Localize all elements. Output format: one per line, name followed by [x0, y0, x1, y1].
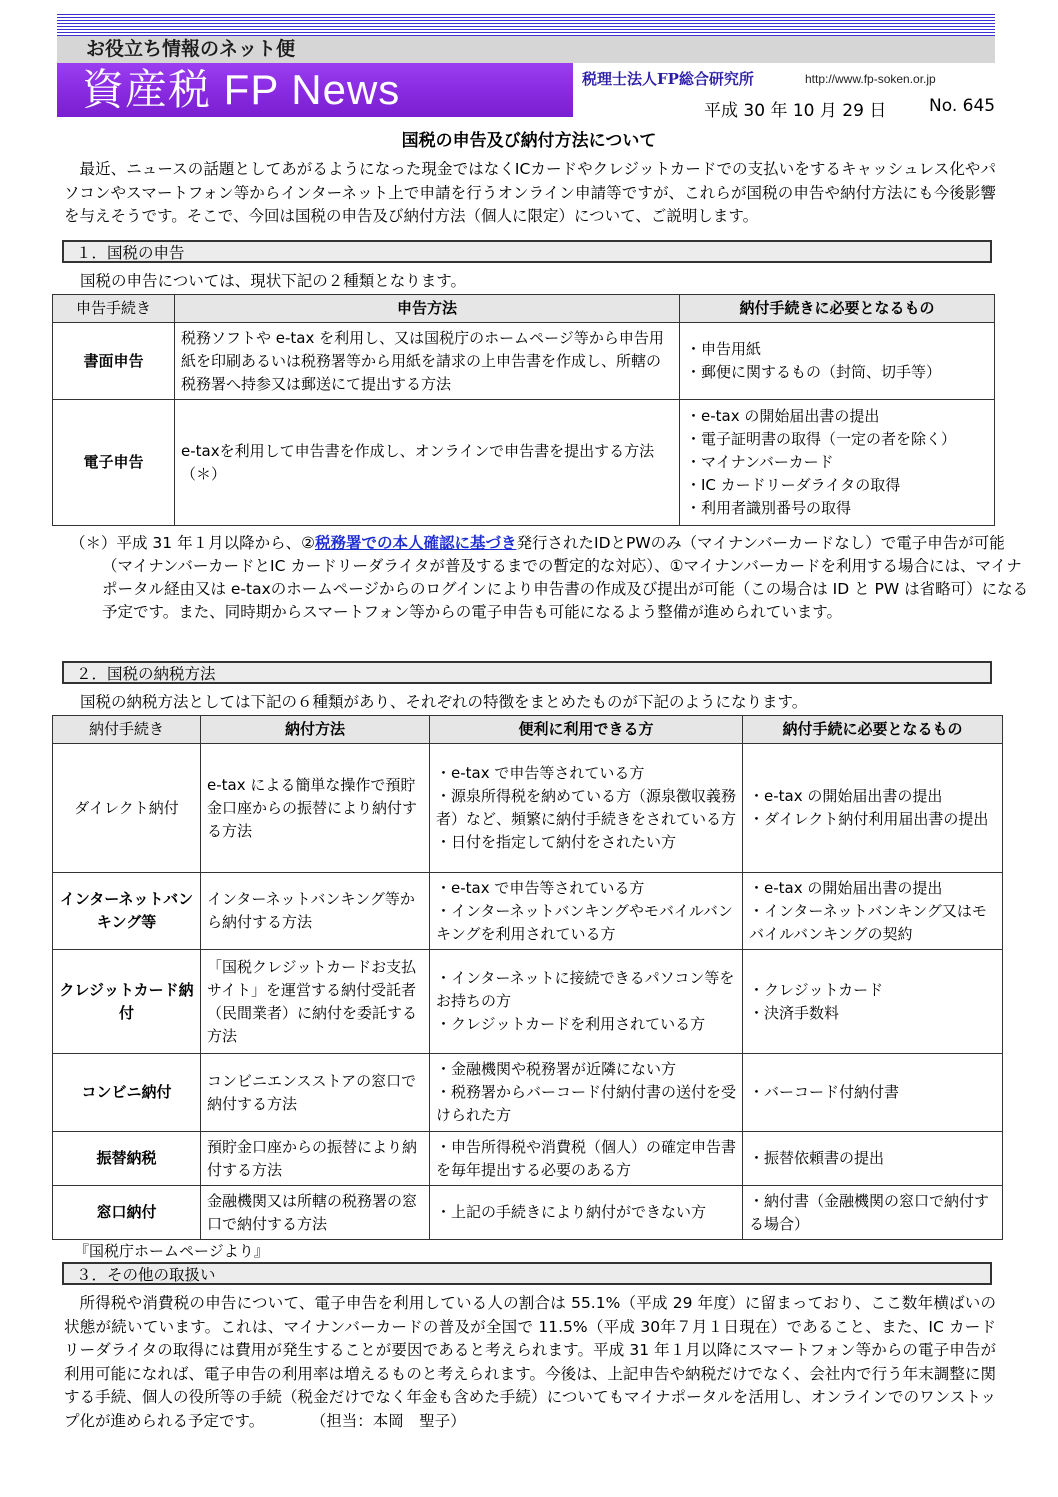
list-item: ・振替依頼書の提出: [749, 1149, 885, 1167]
filing-table: [52, 294, 995, 526]
row-header: コンビニ納付: [53, 1054, 201, 1132]
row-header: 窓口納付: [53, 1186, 201, 1240]
list-item: ・IC カードリーダライタの取得: [686, 476, 901, 494]
section1-lead: 国税の申告については、現状下記の２種類となります。: [80, 272, 466, 290]
tagline: お役立ち情報のネット便: [86, 38, 296, 60]
list-item: ・e-tax で申告等されている方: [436, 878, 645, 897]
list-item: ・日付を指定して納付をされたい方: [436, 833, 677, 851]
section1-heading: １．国税の申告: [62, 240, 992, 263]
list-item: ・決済手数料: [749, 1003, 840, 1022]
author-credit: （担当：本岡 聖子）: [318, 1411, 466, 1430]
table-row: [53, 1186, 1003, 1240]
table-row: [53, 744, 1003, 873]
table-row: [53, 1054, 1003, 1132]
requirements-cell: [743, 873, 1003, 950]
list-item: ・金融機関や税務署が近隣にない方: [436, 1060, 677, 1078]
method-cell: 税務ソフトや e-tax を利用し、又は国税庁のホームページ等から申告用紙を印刷あるいは税務署等から用紙を請求の上申告書を作成し、所轄の税務署へ持参又は郵送にて提出する方法: [175, 323, 680, 400]
table-row: [53, 323, 995, 400]
list-item: ・申告所得税や消費税（個人）の確定申告書を毎年提出する必要のある方: [436, 1137, 737, 1179]
column-header: 納付手続に必要となるもの: [743, 716, 1003, 744]
method-cell: 預貯金口座からの振替により納付する方法: [201, 1132, 430, 1186]
source-note: 『国税庁ホームページより』: [74, 1242, 269, 1260]
footnote-prefix: （＊）平成 31 年１月以降から、②: [70, 534, 315, 552]
method-cell: 「国税クレジットカードお支払サイト」を運営する納付受託者（民間業者）に納付を委託する方法: [201, 950, 430, 1054]
list-item: ・クレジットカードを利用されている方: [436, 1015, 706, 1033]
requirements-cell: [743, 1186, 1003, 1240]
row-header: 振替納税: [53, 1132, 201, 1186]
payment-table: [52, 715, 1003, 1240]
list-item: ・バーコード付納付書: [749, 1083, 900, 1101]
requirements-cell: [743, 1054, 1003, 1132]
row-header: 電子申告: [53, 400, 175, 526]
section2-lead: 国税の納税方法としては下記の６種類があり、それぞれの特徴をまとめたものが下記のようになります。: [80, 693, 808, 711]
table-row: [53, 1132, 1003, 1186]
method-cell: e-taxを利用して申告書を作成し、オンラインで申告書を提出する方法（＊）: [175, 400, 680, 526]
intro-paragraph: 最近、ニュースの話題としてあがるようになった現金ではなくICカードやクレジットカードでの支払いをするキャッシュレス化やパソコンやスマートフォン等からインターネット上で申請を行うオンライン申請等ですが、これらが国税の申告や納付方法にも今後影響を与えそうです。そこで、今回は国税の申告及び納付方法（個人に限定）について、ご説明します。: [64, 160, 996, 225]
requirements-cell: [743, 1132, 1003, 1186]
row-header: インターネットバンキング等: [53, 873, 201, 950]
firm-url[interactable]: http://www.fp-soken.or.jp: [805, 72, 936, 86]
column-header: 納付手続きに必要となるもの: [680, 295, 995, 323]
filing-table-header: [53, 295, 995, 323]
footnote-highlight: 税務署での本人確認に基づき: [314, 534, 517, 552]
issue-date: 平成 30 年 10 月 29 日: [704, 101, 887, 121]
row-header: 書面申告: [53, 323, 175, 400]
method-cell: インターネットバンキング等から納付する方法: [201, 873, 430, 950]
table-row: [53, 873, 1003, 950]
newsletter-brand: 資産税 FP News: [82, 66, 401, 113]
header-stripes: [57, 14, 995, 36]
column-header: 納付方法: [201, 716, 430, 744]
list-item: ・インターネットに接続できるパソコン等をお持ちの方: [436, 969, 735, 1010]
payment-table-header: [53, 716, 1003, 744]
column-header: 申告方法: [175, 295, 680, 323]
row-header: クレジットカード納付: [53, 950, 201, 1054]
list-item: ・インターネットバンキング又はモバイルバンキングの契約: [749, 901, 987, 943]
list-item: ・電子証明書の取得（一定の者を除く）: [686, 430, 957, 448]
users-cell: [430, 744, 743, 873]
section3-heading: ３．その他の取扱い: [62, 1262, 992, 1285]
list-item: ・上記の手続きにより納付ができない方: [436, 1203, 707, 1221]
list-item: ・納付書（金融機関の窓口で納付する場合）: [749, 1191, 990, 1233]
list-item: ・申告用紙: [686, 340, 762, 358]
requirements-cell: [680, 400, 995, 526]
method-cell: コンビニエンスストアの窓口で納付する方法: [201, 1054, 430, 1132]
table-row: [53, 950, 1003, 1054]
users-cell: [430, 873, 743, 950]
list-item: ・e-tax の開始届出書の提出: [749, 878, 943, 897]
users-cell: [430, 1132, 743, 1186]
column-header: 申告手続き: [53, 295, 175, 323]
users-cell: [430, 1186, 743, 1240]
method-cell: e-tax による簡単な操作で預貯金口座からの振替により納付する方法: [201, 744, 430, 873]
list-item: ・利用者識別番号の取得: [686, 499, 852, 517]
list-item: ・クレジットカード: [749, 980, 884, 999]
section2-heading: ２．国税の納税方法: [62, 661, 992, 684]
users-cell: [430, 1054, 743, 1132]
row-header: ダイレクト納付: [53, 744, 201, 873]
footnote: [70, 532, 1030, 624]
requirements-cell: [743, 744, 1003, 873]
users-cell: [430, 950, 743, 1054]
list-item: ・郵便に関するもの（封筒、切手等）: [686, 363, 942, 381]
section3-body: [64, 1292, 996, 1433]
list-item: ・ダイレクト納付利用届出書の提出: [749, 810, 989, 828]
requirements-cell: [680, 323, 995, 400]
list-item: ・e-tax で申告等されている方: [436, 764, 645, 782]
list-item: ・税務署からバーコード付納付書の送付を受けられた方: [436, 1083, 737, 1124]
list-item: ・e-tax の開始届出書の提出: [686, 407, 880, 425]
column-header: 納付手続き: [53, 716, 201, 744]
issue-number: No. 645: [929, 96, 996, 116]
article-title: 国税の申告及び納付方法について: [401, 131, 657, 151]
list-item: ・e-tax の開始届出書の提出: [749, 787, 943, 805]
method-cell: 金融機関又は所轄の税務署の窓口で納付する方法: [201, 1186, 430, 1240]
table-row: [53, 400, 995, 526]
list-item: ・源泉所得税を納めている方（源泉徴収義務者）など、頻繁に納付手続きをされている方: [436, 787, 737, 828]
column-header: 便利に利用できる方: [430, 716, 743, 744]
list-item: ・インターネットバンキングやモバイルバンキングを利用されている方: [436, 901, 733, 943]
section3-text: 所得税や消費税の申告について、電子申告を利用している人の割合は 55.1%（平成 29 年度）に留まっており、ここ数年横ばいの状態が続いています。これは、マイナンバーカードの普及が全国で 11.5%（平成 30年７月１日現在）であること、また、IC カードリーダライタの取得には費用が発生することが要因であると考えられます。平成 31 年１月以降にスマートフォン等からの電子申告が利用可能になれば、電子申告の利用率は増えるものと考えられます。今後は、上記申告や納税だけでなく、会社内で行う年末調整に関する手続、個人の役所等の手続（税金だけでなく年金も含めた手続）についてもマイナポータルを活用し、オンラインでのワンストップ化が進められる予定です。: [64, 1294, 996, 1430]
firm-name: 税理士法人FP総合研究所: [582, 70, 754, 88]
footnote-text: 発行されたIDとPWのみ（マイナンバーカードなし）で電子申告が可能（マイナンバーカードとIC カードリーダライタが普及するまでの暫定的な対応）、①マイナンバーカードを利用する場合には、マイナポータル経由又は e-taxのホームページからのログインにより申告書の作成及び提出が可能（この場合は ID と PW は省略可）になる予定です。また、同時期からスマートフォン等からの電子申告も可能になるよう整備が進められています。: [102, 534, 1029, 621]
list-item: ・マイナンバーカード: [686, 453, 834, 471]
requirements-cell: [743, 950, 1003, 1054]
